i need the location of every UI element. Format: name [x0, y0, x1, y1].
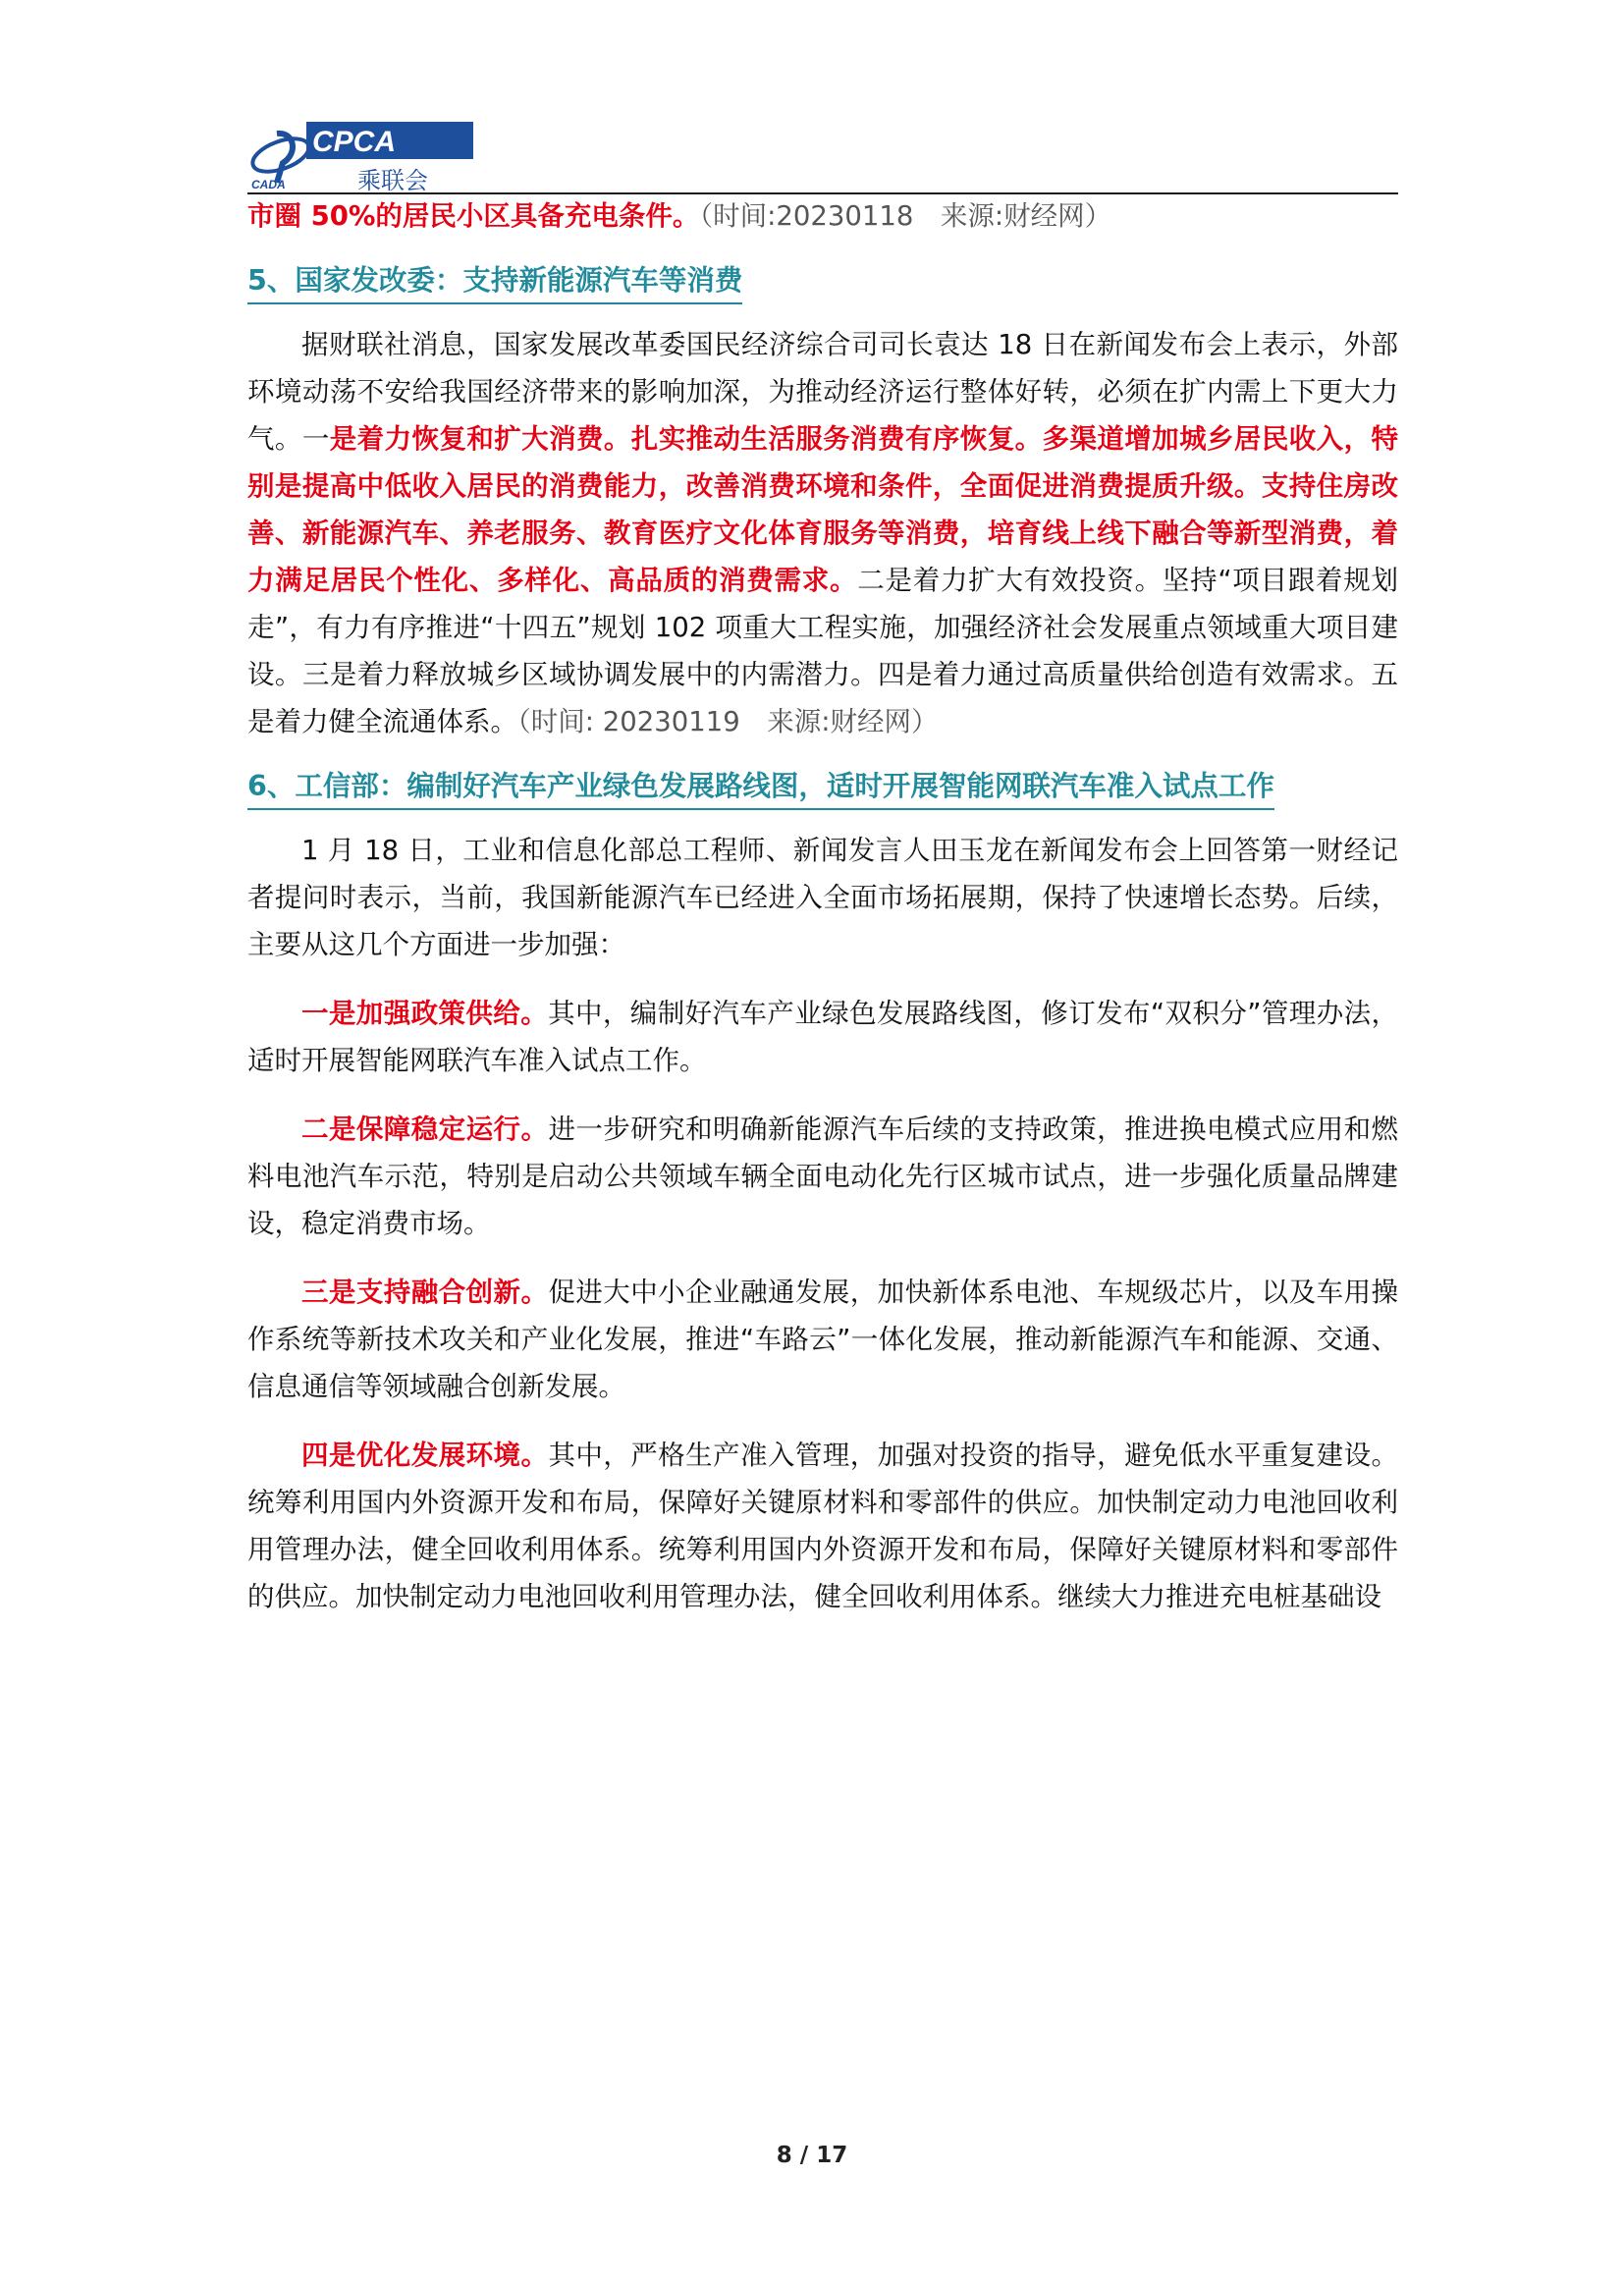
- source-meta: （时间: 20230119 来源:财经网）: [517, 706, 939, 737]
- item-lead: 四是优化发展环境。: [301, 1440, 549, 1471]
- list-item: [247, 990, 1398, 1084]
- para-highlight: 是着力恢复和扩大消费。扎实推动生活服务消费有序恢复。多渠道增加城乡居民收入，特别是提高中低收入居民的消费能力，改善消费环境和条件，全面促进消费提质升级。支持住房改善、新能源汽车、养老服务、教育医疗文化体育服务等消费，培育线上线下融合等新型消费，着力满足居民个性化、多样化、高品质的消费需求。: [247, 423, 1399, 596]
- list-item: [247, 1269, 1398, 1410]
- logo-mark-text: CADA: [251, 178, 286, 191]
- logo-subtitle: 乘联会: [357, 167, 428, 194]
- item-lead: 二是保障稳定运行。: [301, 1114, 549, 1145]
- section-5-title: 5、国家发改委：支持新能源汽车等消费: [247, 259, 742, 304]
- item-text: 其中，严格生产准入管理，加强对投资的指导，避免低水平重复建设。统筹利用国内外资源开发和布局，保障好关键原材料和零部件的供应。加快制定动力电池回收利用管理办法，健全回收利用体系。统筹利用国内外资源开发和布局，保障好关键原材料和零部件的供应。加快制定动力电池回收利用管理办法，健全回收利用体系。继续大力推进充电桩基础设: [247, 1440, 1399, 1612]
- section-5-heading-wrap: [247, 259, 1398, 307]
- item-text: 其中，编制好汽车产业绿色发展路线图，修订发布“双积分”管理办法，适时开展智能网联汽车准入试点工作。: [247, 998, 1399, 1076]
- list-item: [247, 1106, 1398, 1247]
- document-body: [247, 192, 1398, 1620]
- cpca-logo: [247, 114, 483, 194]
- item-lead: 一是加强政策供给。: [301, 998, 549, 1029]
- item-text: 进一步研究和明确新能源汽车后续的支持政策，推进换电模式应用和燃料电池汽车示范，特别是启动公共领域车辆全面电动化先行区城市试点，进一步强化质量品牌建设，稳定消费市场。: [247, 1114, 1399, 1239]
- item-text: 促进大中小企业融通发展，加快新体系电池、车规级芯片，以及车用操作系统等新技术攻关和产业化发展，推进“车路云”一体化发展，推动新能源汽车和能源、交通、信息通信等领域融合创新发展。: [247, 1277, 1399, 1402]
- para-text-continued: 二是着力扩大有效投资。坚持“项目跟着规划走”，有力有序推进“十四五”规划 102 项重大工程实施，加强经济社会发展重点领域重大项目建设。三是着力释放城乡区域协调发展中的内需潜力。四是着力通过高质量供给创造有效需求。五是着力健全流通体系。: [247, 565, 1398, 737]
- item-lead: 三是支持融合创新。: [301, 1277, 549, 1308]
- page-header: [247, 110, 1398, 198]
- logo-text: CPCA: [312, 126, 397, 158]
- section-6-intro: 1 月 18 日，工业和信息化部总工程师、新闻发言人田玉龙在新闻发布会上回答第一财经记者提问时表示，当前，我国新能源汽车已经进入全面市场拓展期，保持了快速增长态势。后续，主要从这几个方面进一步加强：: [247, 835, 1398, 960]
- page-number: 8 / 17: [776, 2143, 848, 2168]
- section-6-heading-wrap: [247, 765, 1398, 813]
- section-6-title: 6、工信部：编制好汽车产业绿色发展路线图，适时开展智能网联汽车准入试点工作: [247, 765, 1274, 810]
- list-item: [247, 1432, 1398, 1620]
- source-meta: （时间:20230118 来源:财经网）: [699, 200, 1112, 232]
- continued-line: [247, 192, 1398, 240]
- section-5-paragraph: [247, 321, 1398, 745]
- continued-highlight: 市圈 50%的居民小区具备充电条件。: [247, 200, 700, 232]
- para-text: 据财联社消息，国家发展改革委国民经济综合司司长袁达 18 日在新闻发布会上表示，外部环境动荡不安给我国经济带来的影响加深，为推动经济运行整体好转，必须在扩内需上下更大力气。一: [247, 329, 1398, 455]
